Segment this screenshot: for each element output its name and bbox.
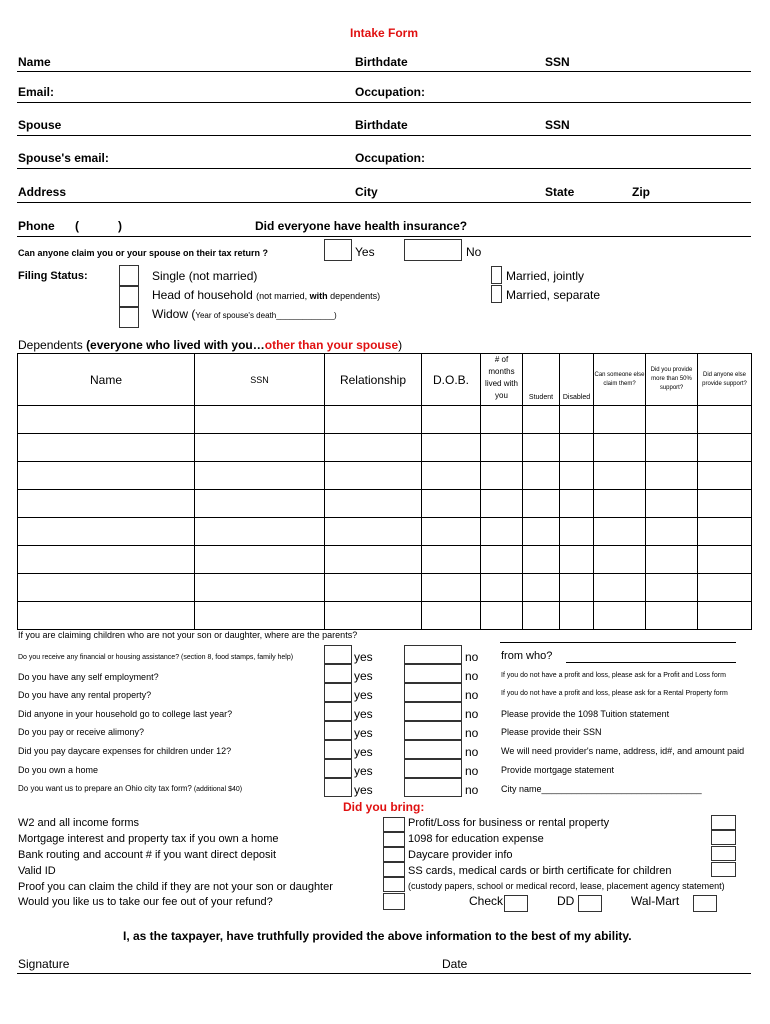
question-college: Did anyone in your household go to college last year? (18, 709, 233, 719)
self-employment-yes-label: yes (354, 669, 373, 683)
parents-line (500, 642, 736, 643)
college-yes-label: yes (354, 707, 373, 721)
col-months: # of months lived with you (481, 354, 523, 406)
bring-box-5[interactable] (383, 877, 405, 892)
daycare-no-checkbox[interactable] (404, 740, 462, 759)
college-no-checkbox[interactable] (404, 702, 462, 721)
single-label: Single (not married) (152, 269, 258, 283)
bring-w2: W2 and all income forms (18, 817, 140, 829)
health-insurance-question: Did everyone have health insurance? (255, 219, 468, 233)
spouse-line (17, 135, 751, 136)
col-dob: D.O.B. (422, 354, 481, 406)
birthdate-label: Birthdate (355, 55, 408, 69)
bring-id: Valid ID (18, 865, 56, 877)
note-mortgage: Provide mortgage statement (501, 765, 615, 775)
widow-label: Widow (Year of spouse's death_____________) (152, 307, 337, 321)
col-student: Student (523, 354, 560, 406)
question-alimony: Do you pay or receive alimony? (18, 727, 145, 737)
spouse-label: Spouse (18, 118, 62, 132)
note-1098: Please provide the 1098 Tuition statement (501, 709, 670, 719)
question-self-employment: Do you have any self employment? (18, 672, 159, 682)
self-employment-yes-checkbox[interactable] (324, 664, 352, 683)
bring-proof: Proof you can claim the child if they are not your son or daughter (18, 881, 333, 893)
alimony-yes-checkbox[interactable] (324, 721, 352, 740)
dd-label: DD (557, 894, 575, 908)
widow-checkbox[interactable] (119, 307, 139, 328)
self-employment-no-checkbox[interactable] (404, 664, 462, 683)
alimony-no-checkbox[interactable] (404, 721, 462, 740)
signature-line (17, 973, 751, 974)
phone-label: Phone (18, 219, 55, 233)
table-row (18, 574, 752, 602)
bring-right-box-4[interactable] (711, 862, 736, 877)
spouse-email-label: Spouse's email: (18, 151, 109, 165)
name-label: Name (18, 55, 51, 69)
ohio-tax-no-label: no (465, 783, 479, 797)
bring-box-2[interactable] (383, 832, 405, 847)
note-from-who: from who? (501, 650, 553, 662)
married-separate-checkbox[interactable] (491, 285, 502, 303)
bring-box-1[interactable] (383, 817, 405, 832)
col-name: Name (18, 354, 195, 406)
ssn-label: SSN (545, 55, 570, 69)
home-yes-checkbox[interactable] (324, 759, 352, 778)
dependents-heading: Dependents (everyone who lived with you…other than your spouse) (18, 338, 403, 352)
bring-fee: Would you like us to take our fee out of your refund? (18, 896, 273, 908)
home-no-checkbox[interactable] (404, 759, 462, 778)
bring-ss-cards: SS cards, medical cards or birth certificate for children (408, 865, 672, 877)
married-jointly-label: Married, jointly (506, 269, 585, 283)
bring-right-box-3[interactable] (711, 846, 736, 861)
self-employment-no-label: no (465, 669, 479, 683)
note-profit-loss: If you do not have a profit and loss, please ask for a Profit and Loss form (501, 672, 726, 679)
bring-1098: 1098 for education expense (408, 833, 544, 845)
question-assistance: Do you receive any financial or housing assistance? (section 8, food stamps, family help) (18, 654, 294, 661)
walmart-label: Wal-Mart (631, 894, 680, 908)
col-provide-support: Did you provide more than 50% support? (646, 354, 698, 406)
check-label: Check (469, 894, 504, 908)
col-ssn: SSN (195, 354, 325, 406)
ohio-tax-yes-checkbox[interactable] (324, 778, 352, 797)
claim-question: Can anyone claim you or your spouse on their tax return ? (18, 248, 269, 258)
signature-label: Signature (18, 957, 70, 971)
daycare-yes-label: yes (354, 745, 373, 759)
address-line (17, 202, 751, 203)
home-yes-label: yes (354, 764, 373, 778)
note-city-name: City name________________________________ (501, 784, 702, 794)
dependents-table (17, 353, 752, 630)
head-of-household-checkbox[interactable] (119, 286, 139, 307)
zip-label: Zip (632, 185, 650, 199)
spouse-occupation-label: Occupation: (355, 151, 426, 165)
college-yes-checkbox[interactable] (324, 702, 352, 721)
occupation-label: Occupation: (355, 85, 426, 99)
question-daycare: Did you pay daycare expenses for children under 12? (18, 746, 232, 756)
phone-open-paren: ( (75, 219, 79, 233)
parents-question: If you are claiming children who are not your son or daughter, where are the parents? (18, 630, 358, 640)
col-disabled: Disabled (560, 354, 594, 406)
rental-no-label: no (465, 688, 479, 702)
alimony-no-label: no (465, 726, 479, 740)
table-row (18, 434, 752, 462)
check-checkbox[interactable] (504, 895, 528, 912)
assistance-no-label: no (465, 650, 479, 664)
col-claim-them: Can someone else claim them? (594, 354, 646, 406)
table-row (18, 406, 752, 434)
claim-yes-checkbox[interactable] (324, 239, 352, 261)
college-no-label: no (465, 707, 479, 721)
note-rental-form: If you do not have a profit and loss, please ask for a Rental Property form (501, 690, 728, 697)
bring-heading: Did you bring: (343, 800, 425, 814)
claim-no-checkbox[interactable] (404, 239, 462, 261)
phone-close-paren: ) (118, 219, 122, 233)
rental-yes-label: yes (354, 688, 373, 702)
question-ohio-tax: Do you want us to prepare an Ohio city tax form? (additional $40) (18, 784, 243, 793)
from-who-line (566, 662, 736, 663)
bring-mortgage: Mortgage interest and property tax if you own a home (18, 833, 279, 845)
question-home: Do you own a home (18, 765, 99, 775)
assistance-yes-checkbox[interactable] (324, 645, 352, 664)
daycare-yes-checkbox[interactable] (324, 740, 352, 759)
address-label: Address (18, 185, 67, 199)
table-row (18, 490, 752, 518)
married-jointly-checkbox[interactable] (491, 266, 502, 284)
note-ssn: Please provide their SSN (501, 727, 602, 737)
filing-status-label: Filing Status: (18, 270, 88, 282)
claim-no-label: No (466, 245, 482, 259)
spouse-birthdate-label: Birthdate (355, 118, 408, 132)
form-title: Intake Form (350, 26, 419, 40)
table-row (18, 602, 752, 630)
email-line (17, 102, 751, 103)
table-row (18, 546, 752, 574)
note-provider: We will need provider's name, address, id#, and amount paid (501, 746, 745, 756)
daycare-no-label: no (465, 745, 479, 759)
married-separate-label: Married, separate (506, 288, 601, 302)
question-rental: Do you have any rental property? (18, 690, 152, 700)
dd-checkbox[interactable] (578, 895, 602, 912)
assistance-yes-label: yes (354, 650, 373, 664)
fee-refund-checkbox[interactable] (383, 893, 405, 910)
bring-profit-loss: Profit/Loss for business or rental property (408, 817, 610, 829)
bring-bank: Bank routing and account # if you want direct deposit (18, 849, 277, 861)
table-row (18, 462, 752, 490)
bring-custody: (custody papers, school or medical record, lease, placement agency statement) (408, 881, 725, 891)
bring-right-box-1[interactable] (711, 815, 736, 830)
head-of-household-label: Head of household (not married, with dependents) (152, 288, 381, 302)
city-label: City (355, 185, 378, 199)
col-relationship: Relationship (325, 354, 422, 406)
walmart-checkbox[interactable] (693, 895, 717, 912)
bring-daycare: Daycare provider info (408, 849, 513, 861)
name-line (17, 71, 751, 72)
ohio-tax-yes-label: yes (354, 783, 373, 797)
spouse-ssn-label: SSN (545, 118, 570, 132)
single-checkbox[interactable] (119, 265, 139, 286)
claim-yes-label: Yes (355, 245, 375, 259)
phone-line (17, 236, 751, 237)
attestation: I, as the taxpayer, have truthfully provided the above information to the best of my ability. (123, 929, 632, 943)
ohio-tax-no-checkbox[interactable] (404, 778, 462, 797)
date-label: Date (442, 957, 468, 971)
dependents-header-row (18, 354, 752, 406)
spouse-email-line (17, 168, 751, 169)
home-no-label: no (465, 764, 479, 778)
email-label: Email: (18, 85, 55, 99)
bring-box-4[interactable] (383, 862, 405, 877)
alimony-yes-label: yes (354, 726, 373, 740)
rental-no-checkbox[interactable] (404, 683, 462, 702)
bring-box-3[interactable] (383, 847, 405, 862)
assistance-no-checkbox[interactable] (404, 645, 462, 664)
state-label: State (545, 185, 575, 199)
rental-yes-checkbox[interactable] (324, 683, 352, 702)
bring-right-box-2[interactable] (711, 830, 736, 845)
col-anyone-support: Did anyone else provide support? (698, 354, 752, 406)
table-row (18, 518, 752, 546)
